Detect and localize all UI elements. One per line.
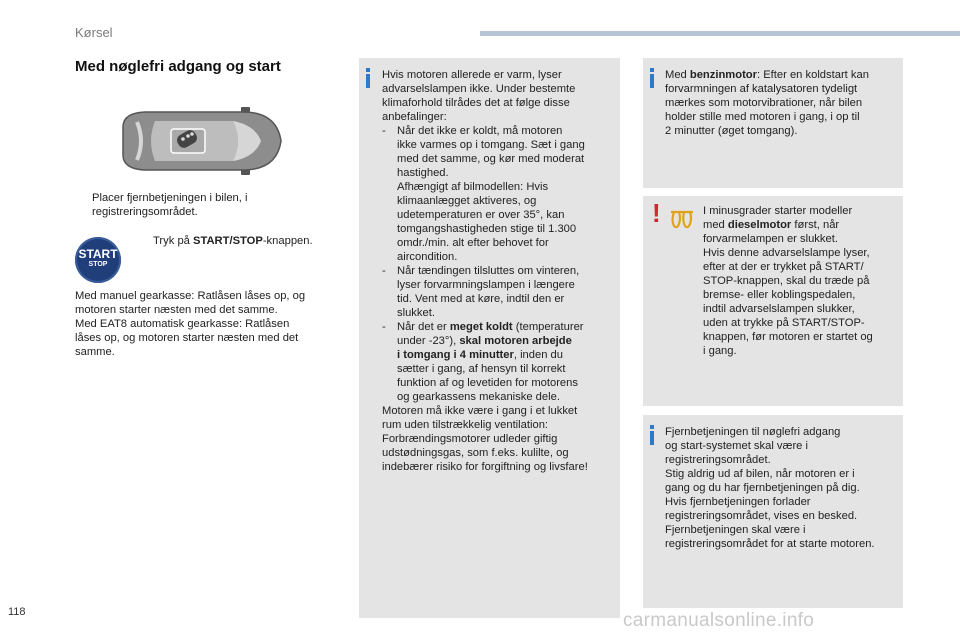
info-icon	[650, 431, 654, 445]
section-label: Kørsel	[75, 25, 113, 40]
start-stop-button-icon	[75, 237, 121, 283]
glow-plug-icon	[669, 208, 695, 230]
stop-label: STOP	[88, 261, 108, 268]
warm-engine-text: Hvis motoren allerede er varm, lyser advarselslampen ikke. Under bestemte klimaforhold tilrådes det at følge disse anbefalinger: - Når det ikke er koldt, må motoren ikke varmes op i tomgang. Sæt i gang med det samme, og kør med moderat hastighed. Afhængigt af bilmodellen: Hvis klimaanlægget aktiveres, og udetemperaturen er over 35°, kan tomgangshastigheden stige til 1.300 omdr./min. alt efter behovet for aircondition. - Når tændingen tilsluttes om vinteren, lyser forvarmningslampen i længere tid. Vent med at køre, indtil den er slukket. - Når det er meget koldt (temperaturer under -23°), skal motoren arbejde i tomgang i 4 minutter, inden du sætter i gang, af hensyn til korrekt funktion af og levetiden for motorens og gearkassens mekaniske dele. Motoren må ikke være i gang i et lukket rum uden tilstrækkelig ventilation: Forbrændingsmotorer udleder giftig udstødningsgas, som f.eks. kulilte, og indebærer risiko for forgiftning og livsfare!	[382, 68, 618, 474]
step-2-text: Tryk på START/STOP-knappen.	[153, 235, 313, 247]
watermark: carmanualsonline.info	[623, 610, 815, 631]
car-top-view-illustration	[115, 105, 285, 177]
step-1-line-2: registreringsområdet.	[92, 206, 198, 218]
list-item: - Når tændingen tilsluttes om vinteren, lyser forvarmningslampen i længere tid. Vent med at køre, indtil den er slukket.	[382, 265, 580, 319]
gearbox-paragraph: Med manuel gearkasse: Ratlåsen låses op, og motoren starter næsten med det samme. Med EAT8 automatisk gearkasse: Ratlåsen låses op, og motoren starter næsten med det samme.	[75, 290, 306, 358]
start-label: START	[78, 247, 118, 261]
info-icon	[366, 74, 370, 88]
warning-icon: !	[652, 198, 661, 228]
step-1-line-1: Placer fjernbetjeningen i bilen, i	[92, 192, 248, 204]
list-item: - Når det er meget koldt (temperaturer under -23°), skal motoren arbejde i tomgang i 4 minutter, inden du sætter i gang, af hensyn til korrekt funktion af og levetiden for motorens og gearkassens mekaniske dele.	[382, 321, 584, 403]
petrol-engine-text: Med benzinmotor: Efter en koldstart kan forvarmningen af katalysatoren tydeligt mærkes som motorvibrationer, når bilen holder stille med motoren i gang, i op til 2 minutter (øget tomgang).	[665, 69, 869, 137]
list-item: - Når det ikke er koldt, må motoren ikke varmes op i tomgang. Sæt i gang med det samme, og kør med moderat hastighed. Afhængigt af bilmodellen: Hvis klimaanlægget aktiveres, og udetemperaturen er over 35°, kan tomgangshastigheden stige til 1.300 omdr./min. alt efter behovet for aircondition.	[382, 125, 585, 263]
header-bar	[480, 31, 960, 36]
info-icon	[650, 74, 654, 88]
page-title: Med nøglefri adgang og start	[75, 58, 281, 75]
page-number: 118	[8, 606, 26, 618]
remote-control-text: Fjernbetjeningen til nøglefri adgang og start-systemet skal være i registreringsområdet. Stig aldrig ud af bilen, når motoren er i gang og du har fjernbetjeningen på dig. Hvis fjernbetjeningen forlader registreringsområdet, vises en besked. Fjernbetjeningen skal være i registreringsområdet for at starte motoren.	[665, 426, 875, 550]
diesel-warning-text: I minusgrader starter modeller med dieselmotor først, når forvarmelampen er slukket. Hvis denne advarselslampe lyser, efter at der er trykket på START/ STOP-knappen, skal du træde på bremse- eller koblingspedalen, indtil advarselslampen slukker, uden at trykke på START/STOP- knappen, før motoren er startet og i gang.	[703, 205, 873, 357]
